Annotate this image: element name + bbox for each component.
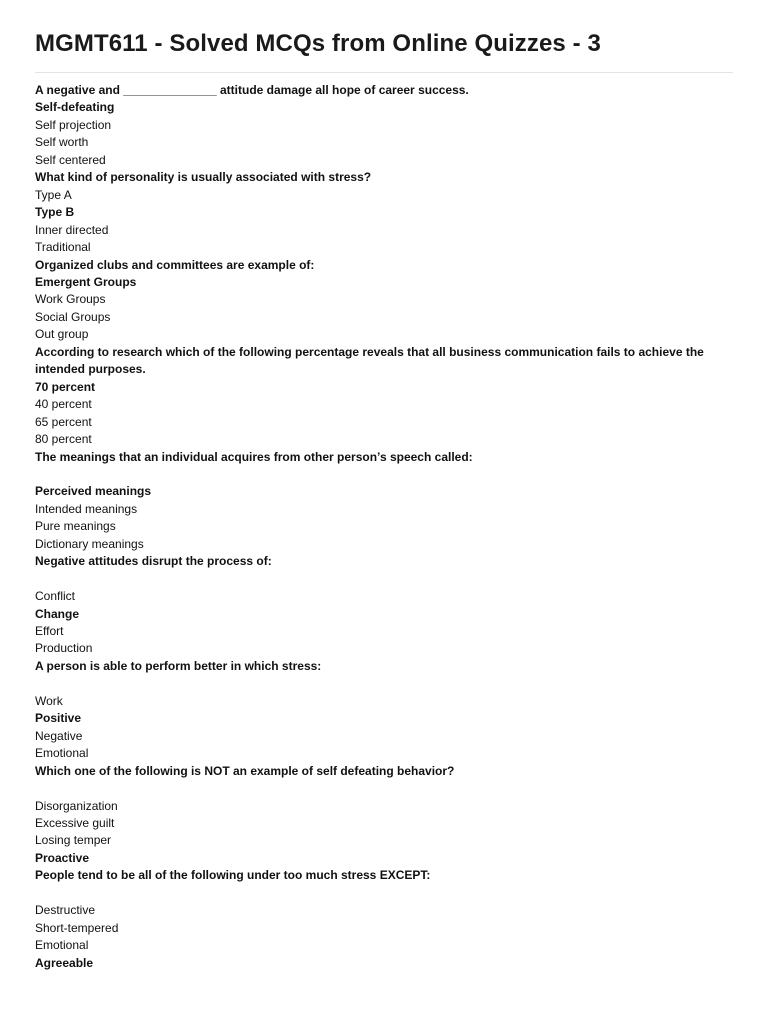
correct-answer-option: Agreeable (35, 955, 94, 970)
answer-option: Losing temper (35, 833, 112, 848)
answer-option: Self worth (35, 135, 89, 150)
answer-option: Inner directed (35, 222, 109, 237)
blank-line (35, 885, 733, 902)
question-block (35, 867, 733, 972)
correct-answer-option: Emergent Groups (35, 274, 137, 289)
blank-line (35, 571, 733, 588)
answer-option: Negative (35, 728, 83, 743)
question-text: Negative attitudes disrupt the process of: (35, 554, 272, 569)
answer-option: 40 percent (35, 397, 92, 412)
question-block (35, 257, 733, 344)
question-block (35, 763, 733, 868)
answer-option: Conflict (35, 589, 76, 604)
blank-line (35, 780, 733, 797)
answer-option: Production (35, 641, 93, 656)
question-block (35, 344, 733, 449)
question-list (35, 73, 733, 972)
document-page (35, 0, 733, 972)
correct-answer-option: Type B (35, 205, 75, 220)
question-text: According to research which of the following percentage reveals that all business communication fails to achieve the intended purposes. (35, 344, 704, 377)
question-text: The meanings that an individual acquires from other person’s speech called: (35, 449, 473, 464)
blank-line (35, 675, 733, 692)
page-title: MGMT611 - Solved MCQs from Online Quizzes - 3 (35, 30, 601, 57)
answer-option: Intended meanings (35, 501, 138, 516)
question-text: A negative and ______________ attitude damage all hope of career success. (35, 83, 469, 97)
correct-answer-option: 70 percent (35, 379, 96, 394)
answer-option: Social Groups (35, 309, 111, 324)
answer-option: Pure meanings (35, 519, 116, 534)
correct-answer-option: Change (35, 606, 80, 621)
question-block (35, 169, 733, 256)
answer-option: 65 percent (35, 414, 92, 429)
answer-option: Type A (35, 187, 72, 202)
answer-option: Emotional (35, 746, 89, 761)
question-text: What kind of personality is usually associated with stress? (35, 170, 372, 185)
question-block (35, 82, 733, 169)
answer-option: Work (35, 693, 63, 708)
question-text: People tend to be all of the following under too much stress EXCEPT: (35, 868, 431, 883)
answer-option: Out group (35, 327, 89, 342)
answer-option: Dictionary meanings (35, 536, 144, 551)
question-block (35, 553, 733, 658)
answer-option: Destructive (35, 903, 96, 918)
correct-answer-option: Self-defeating (35, 100, 115, 115)
correct-answer-option: Perceived meanings (35, 484, 152, 499)
answer-option: Work Groups (35, 292, 106, 307)
answer-option: Self projection (35, 117, 112, 132)
question-block (35, 658, 733, 763)
correct-answer-option: Proactive (35, 850, 90, 865)
answer-option: Traditional (35, 240, 91, 255)
answer-option: Effort (35, 624, 64, 639)
answer-option: Emotional (35, 938, 89, 953)
question-text: Which one of the following is NOT an example of self defeating behavior? (35, 763, 455, 778)
question-text: A person is able to perform better in which stress: (35, 658, 322, 673)
answer-option: Self centered (35, 152, 106, 167)
correct-answer-option: Positive (35, 711, 82, 726)
question-block (35, 449, 733, 554)
answer-option: Excessive guilt (35, 815, 115, 830)
answer-option: Disorganization (35, 798, 118, 813)
answer-option: 80 percent (35, 432, 92, 447)
answer-option: Short-tempered (35, 920, 119, 935)
blank-line (35, 466, 733, 483)
question-text: Organized clubs and committees are example of: (35, 257, 315, 272)
